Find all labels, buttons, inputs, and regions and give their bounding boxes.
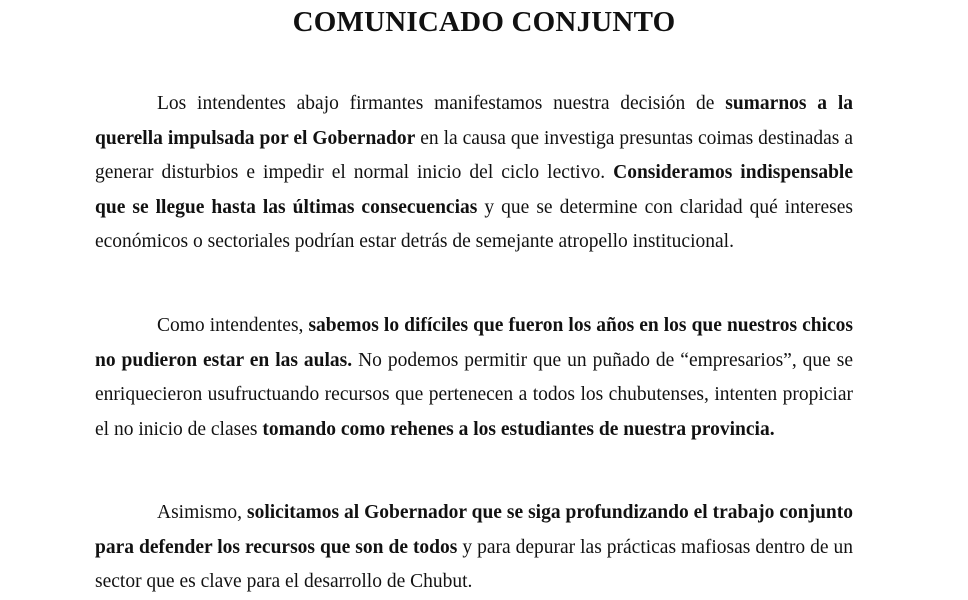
paragraph-1-run-4: Consideramos indispensable que se llegue hasta las últimas consecuencias: [95, 162, 853, 218]
document-title: COMUNICADO CONJUNTO: [292, 6, 676, 38]
paragraph-3-run-3: y para depurar las prácticas mafiosas dentro de un sector que es clave para el desarrollo de Chubut.: [95, 536, 853, 592]
paragraph-3-run-1: Asimismo,: [157, 502, 247, 523]
paragraph-1-run-5: y que se determine con claridad qué intereses económicos o sectoriales podrían estar detrás de semejante atropello institucional.: [95, 196, 853, 252]
paragraph-3: [95, 496, 853, 600]
paragraph-2-run-2: sabemos lo difíciles que fueron los años en los que nuestros chicos no pudieron estar en las aulas.: [95, 315, 853, 371]
paragraph-2: [95, 309, 853, 447]
paragraph-3-run-2: solicitamos al Gobernador que se siga profundizando el trabajo conjunto para defender los recursos que son de todos: [95, 502, 854, 558]
paragraph-1-run-3: en la causa que investiga presuntas coimas destinadas a generar disturbios e impedir el normal inicio del ciclo lectivo.: [95, 127, 853, 183]
paragraph-1-run-2: sumarnos a la querella impulsada por el Gobernador: [95, 93, 853, 149]
paragraph-1-run-1: Los intendentes abajo firmantes manifestamos nuestra decisión de: [157, 93, 726, 114]
paragraph-2-run-4: tomando como rehenes a los estudiantes de nuestra provincia.: [262, 418, 775, 440]
paragraph-2-run-3: No podemos permitir que un puñado de “empresarios”, que se enriquecieron usufructuando recursos que pertenecen a todos los chubutenses, intenten propiciar el no inicio de clases: [95, 349, 853, 440]
paragraph-2-run-1: Como intendentes,: [157, 315, 309, 336]
paragraph-1: [95, 87, 853, 260]
